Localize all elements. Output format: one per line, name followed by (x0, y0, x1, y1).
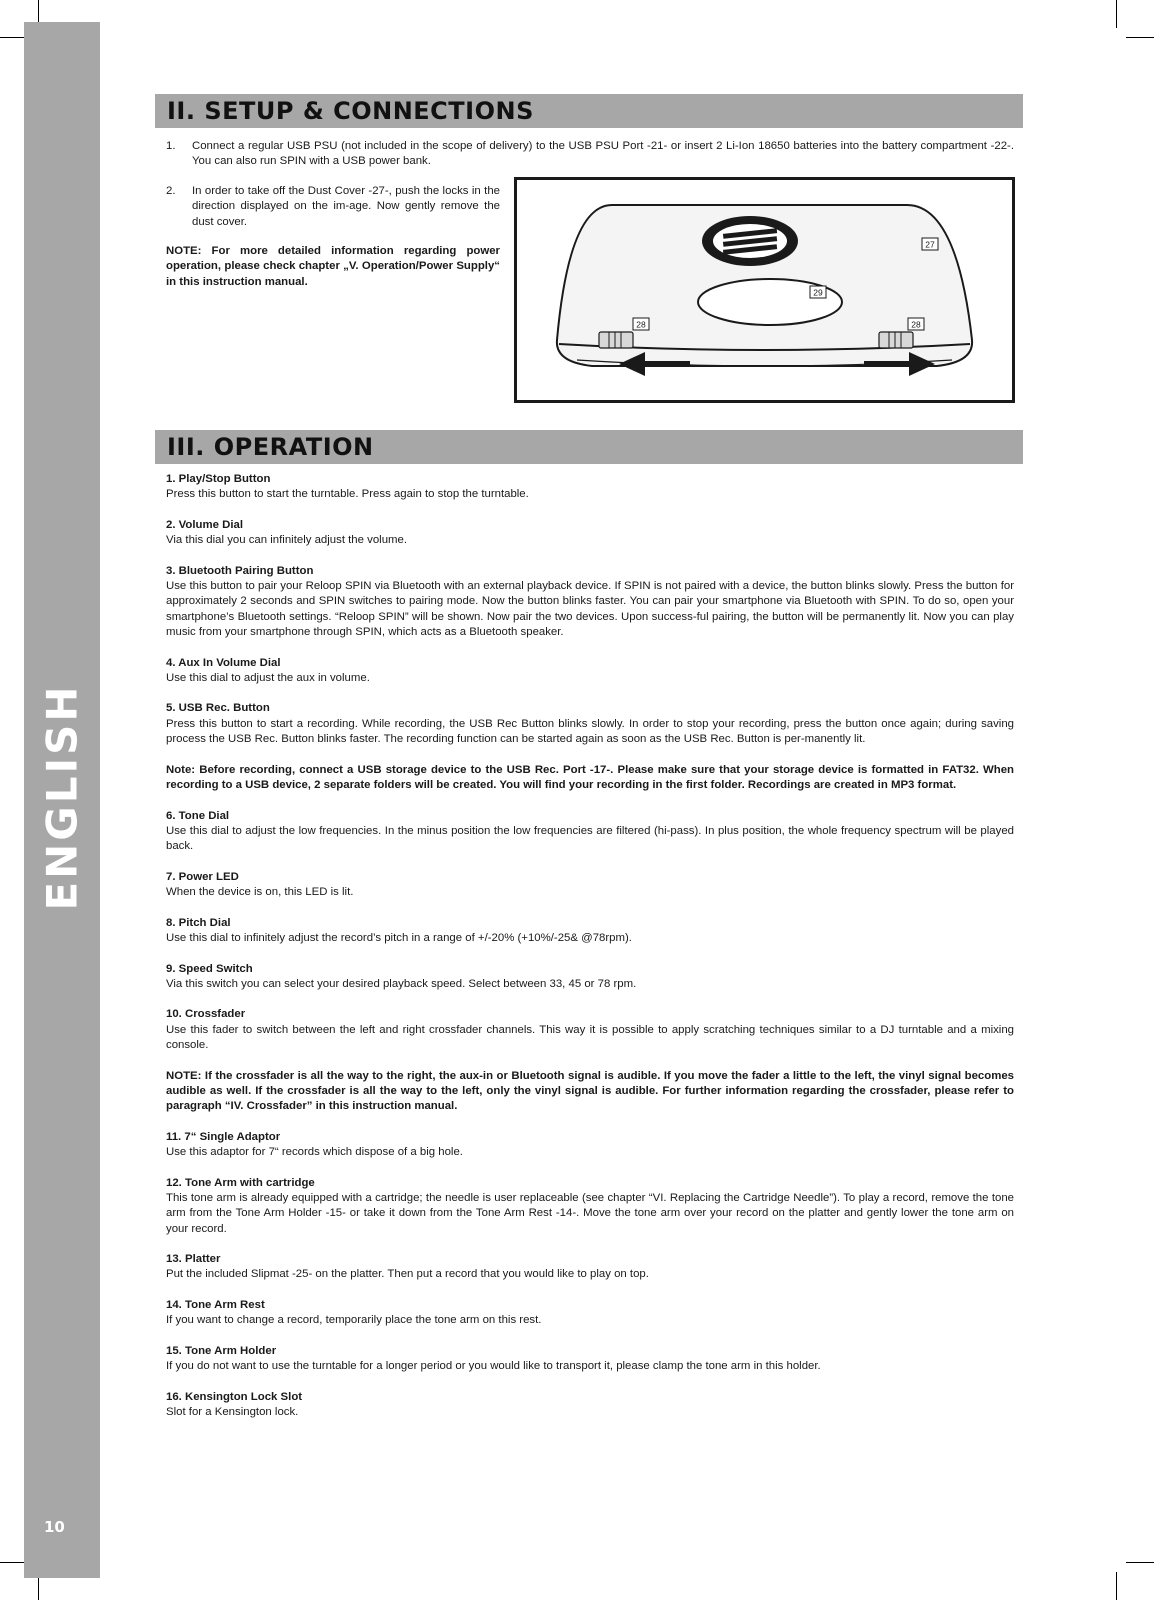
item-title: 5. USB Rec. Button (166, 702, 270, 715)
list-item (166, 1298, 1014, 1329)
list-item (166, 656, 1014, 687)
crop-mark (1116, 0, 1117, 28)
item-body: Press this button to start a recording. While recording, the USB Rec Button blinks slowly. In order to stop your recording, press the button once again; during saving process the USB Rec. Button blinks faster. The recording function can be started again as soon as the USB Rec. Button is per-manently lit. (166, 717, 1014, 746)
item-body: When the device is on, this LED is lit. (166, 886, 354, 899)
list-item (166, 916, 1014, 947)
dust-cover-figure (514, 177, 1015, 403)
setup-step-1 (166, 139, 1014, 170)
item-body: Use this fader to switch between the left and right crossfader channels. This way it is possible to apply scratching techniques similar to a DJ turntable and a mixing console. (166, 1023, 1014, 1051)
list-item (166, 809, 1014, 855)
item-title: 15. Tone Arm Holder (166, 1344, 277, 1357)
crop-mark (1126, 1562, 1154, 1563)
item-title: 6. Tone Dial (166, 809, 230, 822)
item-body: Use this dial to adjust the aux in volume. (166, 671, 370, 684)
item-body: Use this button to pair your Reloop SPIN via Bluetooth with an external playback device. If SPIN is not paired with a device, the button blinks slowly. Press the button for approximately 2 seconds and SPIN switches to pairing mode. Now the button blinks faster. You can pair your smartphone via Bluetooth with SPIN. To do so, open your smartphone’s Bluetooth settings. “Reloop SPIN” will be shown. Now pair the two devices. Upon success-ful pairing, the button will be permanently lit. Now you can play music from your smartphone through SPIN, which acts as a Bluetooth speaker. (166, 580, 1014, 638)
section-heading-operation: III. OPERATION (155, 430, 1023, 464)
item-title: 7. Power LED (166, 870, 239, 883)
list-item (166, 518, 1014, 549)
list-item (166, 1130, 1014, 1161)
item-body: Press this button to start the turntable. Press again to stop the turntable. (166, 488, 529, 501)
page-number: 10 (44, 1518, 65, 1536)
list-item (166, 472, 1014, 503)
list-item (166, 564, 1014, 640)
setup-step-2 (166, 184, 500, 230)
item-title: 3. Bluetooth Pairing Button (166, 564, 314, 577)
dust-cover-illustration (517, 180, 1012, 400)
step-text: Connect a regular USB PSU (not included in the scope of delivery) to the USB PSU Port -21- or insert 2 Li-Ion 18650 batteries into the battery compartment -22-. You can also run SPIN with a USB power bank. (192, 140, 1014, 168)
step-text: In order to take off the Dust Cover -27-, push the locks in the direction displayed on the im-age. Now gently remove the dust cover. (192, 185, 500, 228)
step-number: 1. (166, 140, 176, 152)
crossfader-note: NOTE: If the crossfader is all the way to the right, the aux-in or Bluetooth signal is audible. If you move the fader a little to the left, the vinyl signal becomes audible as well. If the crossfader is all the way to the left, only the vinyl signal is audible. For further information regarding the crossfader, please refer to paragraph “IV. Crossfader” in this instruction manual. (166, 1069, 1014, 1113)
item-title: 12. Tone Arm with cartridge (166, 1176, 315, 1189)
crop-mark (1116, 1572, 1117, 1600)
item-body: Via this switch you can select your desired playback speed. Select between 33, 45 or 78 rpm. (166, 977, 637, 990)
item-body: If you want to change a record, temporarily place the tone arm on this rest. (166, 1314, 542, 1327)
item-title: 14. Tone Arm Rest (166, 1299, 265, 1312)
item-title: 9. Speed Switch (166, 962, 253, 975)
list-item (166, 1344, 1014, 1375)
item-title: 1. Play/Stop Button (166, 473, 271, 485)
list-item (166, 1176, 1014, 1237)
item-title: 8. Pitch Dial (166, 916, 231, 929)
list-item (166, 870, 1014, 901)
callout-27: 27 (925, 239, 935, 250)
setup-note: NOTE: For more detailed information regarding power operation, please check chapter „V. Operation/Power Supply“ in this instruction manual. (166, 245, 500, 288)
section-heading-setup: II. SETUP & CONNECTIONS (155, 94, 1023, 128)
callout-28-right: 28 (911, 319, 921, 330)
list-item (166, 1007, 1014, 1053)
item-body: Use this adaptor for 7“ records which dispose of a big hole. (166, 1146, 463, 1159)
usb-recording-note: Note: Before recording, connect a USB storage device to the USB Rec. Port -17-. Please make sure that your storage device is formatted in FAT32. When recording to a USB device, 2 separate folders will be created. You will find your recording in the first folder. Recordings are created in MP3 format. (166, 763, 1014, 791)
item-title: 16. Kensington Lock Slot (166, 1390, 303, 1403)
item-title: 10. Crossfader (166, 1008, 246, 1021)
item-body: Put the included Slipmat -25- on the platter. Then put a record that you would like to play on top. (166, 1268, 649, 1281)
operation-list (166, 472, 1014, 1436)
item-title: 4. Aux In Volume Dial (166, 656, 281, 669)
item-title: 11. 7“ Single Adaptor (166, 1130, 281, 1143)
crop-mark (1126, 37, 1154, 38)
list-item (166, 1390, 1014, 1421)
item-body: Use this dial to infinitely adjust the record’s pitch in a range of +/-20% (+10%/-25& @78rpm). (166, 931, 632, 944)
language-label: ENGLISH (37, 683, 87, 911)
item-body: If you do not want to use the turntable for a longer period or you would like to transport it, please clamp the tone arm in this holder. (166, 1360, 821, 1373)
item-body: This tone arm is already equipped with a cartridge; the needle is user replaceable (see chapter “VI. Replacing the Cartridge Needle”). To play a record, remove the tone arm from the Tone Arm Holder -15- or take it down from the Tone Arm Rest -14-. Move the tone arm over your record on the platter and gently lower the tone arm on your record. (166, 1191, 1014, 1235)
item-body: Use this dial to adjust the low frequencies. In the minus position the low frequencies are filtered (hi-pass). In plus position, the whole frequency spectrum will be played back. (166, 824, 1014, 853)
item-title: 13. Platter (166, 1253, 221, 1266)
callout-28-left: 28 (636, 319, 646, 330)
list-item (166, 701, 1014, 747)
list-item (166, 962, 1014, 993)
item-title: 2. Volume Dial (166, 518, 244, 531)
item-body: Via this dial you can infinitely adjust the volume. (166, 534, 408, 547)
list-item (166, 1252, 1014, 1283)
step-number: 2. (166, 185, 176, 197)
callout-29: 29 (813, 287, 823, 298)
item-body: Slot for a Kensington lock. (166, 1406, 299, 1419)
